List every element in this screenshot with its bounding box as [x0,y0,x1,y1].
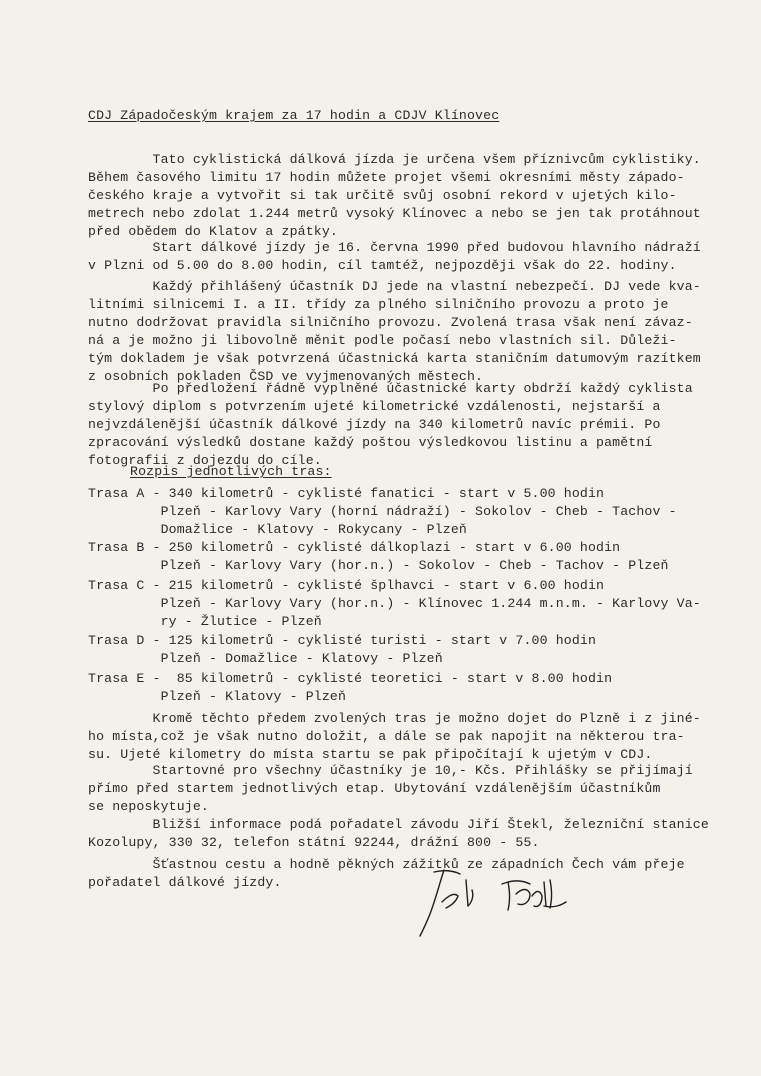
text-line: Start dálkové jízdy je 16. června 1990 před budovou hlavního nádraží [88,240,701,255]
text-line: v Plzni od 5.00 do 8.00 hodin, cíl tamtéž, nejpozději však do 22. hodiny. [88,258,677,273]
route-line: Plzeň - Karlovy Vary (horní nádraží) - Sokolov - Cheb - Tachov - [88,504,677,519]
handwritten-signature [412,862,572,942]
route-line: Trasa C - 215 kilometrů - cyklisté šplhavci - start v 6.00 hodin [88,578,605,593]
text-line: se neposkytuje. [88,799,209,814]
text-line: Startovné pro všechny účastníky je 10,- Kčs. Přihlášky se přijímají [88,763,693,778]
text-line: metrech nebo zdolat 1.244 metrů vysoký Klínovec a nebo se jen tak protáhnout [88,206,701,221]
route-line: Trasa D - 125 kilometrů - cyklisté turisti - start v 7.00 hodin [88,633,597,648]
text-line: Šťastnou cestu a hodně pěkných zážitků ze západních Čech vám přeje [88,857,685,872]
text-line: stylový diplom s potvrzením ujeté kilometrické vzdálenosti, nejstarší a [88,399,661,414]
document-title: CDJ Západočeským krajem za 17 hodin a CDJV Klínovec [88,108,500,123]
route-line: Trasa A - 340 kilometrů - cyklisté fanatici - start v 5.00 hodin [88,486,605,501]
text-line: pořadatel dálkové jízdy. [88,875,282,890]
text-line: nutno dodržovat pravidla silničního provozu. Zvolená trasa však není závaz- [88,315,693,330]
text-line: Po předložení řádně vyplněné účastnické karty obdrží každý cyklista [88,381,693,396]
text-line: su. Ujeté kilometry do místa startu se pak připočítají k ujetým v CDJ. [88,747,653,762]
route-line: ry - Žlutice - Plzeň [88,614,322,629]
route-line: Trasa B - 250 kilometrů - cyklisté dálkoplazi - start v 6.00 hodin [88,540,621,555]
text-line: fotografii z dojezdu do cíle. [88,453,322,468]
text-line: přímo před startem jednotlivých etap. Ubytování vzdálenějším účastníkům [88,781,661,796]
text-line: z osobních pokladen ČSD ve vyjmenovaných městech. [88,369,484,384]
route-line: Domažlice - Klatovy - Rokycany - Plzeň [88,522,467,537]
text-line: před obědem do Klatov a zpátky. [88,224,338,239]
text-line: tým dokladem je však potvrzená účastnická karta staničním datumovým razítkem [88,351,701,366]
text-line: českého kraje a vytvořit si tak určitě svůj osobní rekord v ujetých kilo- [88,188,677,203]
text-line: nejvzdálenější účastník dálkové jízdy na 340 kilometrů navíc prémii. Po [88,417,661,432]
text-line: litními silnicemi I. a II. třídy za plného silničního provozu a proto je [88,297,669,312]
route-line: Plzeň - Karlovy Vary (hor.n.) - Klínovec 1.244 m.n.m. - Karlovy Va- [88,596,701,611]
route-line: Plzeň - Karlovy Vary (hor.n.) - Sokolov - Cheb - Tachov - Plzeň [88,558,669,573]
routes-heading: Rozpis jednotlivých tras: [130,464,332,479]
text-line: ná a je možno ji libovolně měnit podle počasí nebo vlastních sil. Důleži- [88,333,677,348]
route-line: Plzeň - Domažlice - Klatovy - Plzeň [88,651,443,666]
text-line: Kromě těchto předem zvolených tras je možno dojet do Plzně i z jiné- [88,711,701,726]
text-line: Tato cyklistická dálková jízda je určena všem příznivcům cyklistiky. [88,152,701,167]
route-line: Trasa E - 85 kilometrů - cyklisté teoretici - start v 8.00 hodin [88,671,613,686]
text-line: Bližší informace podá pořadatel závodu Jiří Štekl, železniční stanice [88,817,709,832]
text-line: zpracování výsledků dostane každý poštou výsledkovou listinu a pamětní [88,435,653,450]
text-line: ho místa,což je však nutno doložit, a dále se pak napojit na některou tra- [88,729,685,744]
text-line: Kozolupy, 330 32, telefon státní 92244, drážní 800 - 55. [88,835,540,850]
route-line: Plzeň - Klatovy - Plzeň [88,689,347,704]
text-line: Během časového limitu 17 hodin můžete projet všemi okresními městy západo- [88,170,685,185]
text-line: Každý přihlášený účastník DJ jede na vlastní nebezpečí. DJ vede kva- [88,279,701,294]
